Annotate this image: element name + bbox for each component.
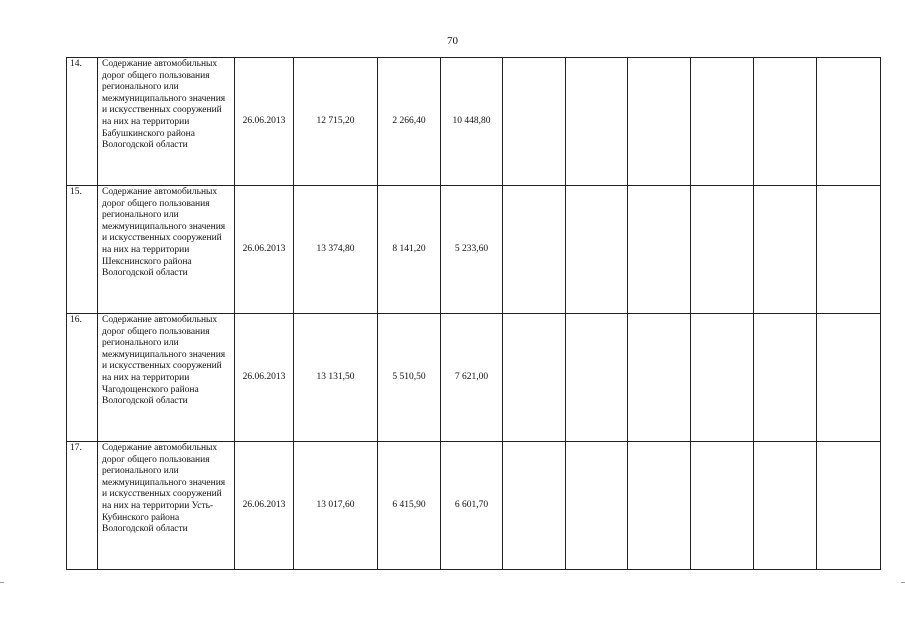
- total-amount-cell: 13 017,60: [294, 442, 378, 570]
- row-number-cell: 14.: [67, 58, 98, 186]
- empty-cell: [503, 442, 566, 570]
- row-number-cell: 15.: [67, 186, 98, 314]
- scan-edge-mark: [0, 582, 4, 583]
- amount-part2-cell: 7 621,00: [441, 314, 503, 442]
- empty-cell: [754, 186, 817, 314]
- empty-cell: [566, 186, 628, 314]
- empty-cell: [628, 314, 691, 442]
- empty-cell: [691, 58, 754, 186]
- empty-cell: [503, 186, 566, 314]
- amount-part1-cell: 2 266,40: [378, 58, 441, 186]
- table-row: [67, 58, 881, 186]
- contracts-table: [66, 57, 881, 570]
- empty-cell: [691, 314, 754, 442]
- amount-part2-cell: 10 448,80: [441, 58, 503, 186]
- description-cell: Содержание автомобильных дорог общего пользования регионального или межмуниципального значения и искусственных сооружений на них на территории Шекснинского района Вологодской области: [98, 186, 235, 314]
- empty-cell: [628, 186, 691, 314]
- amount-part1-cell: 5 510,50: [378, 314, 441, 442]
- empty-cell: [566, 58, 628, 186]
- description-cell: Содержание автомобильных дорог общего пользования регионального или межмуниципального значения и искусственных сооружений на них на территории Усть-Кубинского района Вологодской области: [98, 442, 235, 570]
- empty-cell: [503, 314, 566, 442]
- total-amount-cell: 12 715,20: [294, 58, 378, 186]
- description-cell: Содержание автомобильных дорог общего пользования регионального или межмуниципального значения и искусственных сооружений на них на территории Чагодощенского района Вологодской области: [98, 314, 235, 442]
- empty-cell: [628, 442, 691, 570]
- table-row: [67, 314, 881, 442]
- total-amount-cell: 13 131,50: [294, 314, 378, 442]
- empty-cell: [691, 186, 754, 314]
- table-row: [67, 186, 881, 314]
- amount-part2-cell: 5 233,60: [441, 186, 503, 314]
- empty-cell: [628, 58, 691, 186]
- row-number-cell: 17.: [67, 442, 98, 570]
- table-row: [67, 442, 881, 570]
- page-number: 70: [447, 35, 458, 47]
- empty-cell: [754, 58, 817, 186]
- empty-cell: [566, 442, 628, 570]
- description-cell: Содержание автомобильных дорог общего пользования регионального или межмуниципального значения и искусственных сооружений на них на территории Бабушкинского района Вологодской области: [98, 58, 235, 186]
- empty-cell: [691, 442, 754, 570]
- empty-cell: [817, 314, 881, 442]
- amount-part1-cell: 6 415,90: [378, 442, 441, 570]
- empty-cell: [817, 58, 881, 186]
- empty-cell: [503, 58, 566, 186]
- scan-edge-mark: [901, 582, 905, 583]
- amount-part1-cell: 8 141,20: [378, 186, 441, 314]
- row-number-cell: 16.: [67, 314, 98, 442]
- date-cell: 26.06.2013: [235, 442, 294, 570]
- date-cell: 26.06.2013: [235, 58, 294, 186]
- date-cell: 26.06.2013: [235, 186, 294, 314]
- empty-cell: [817, 442, 881, 570]
- empty-cell: [817, 186, 881, 314]
- empty-cell: [754, 442, 817, 570]
- empty-cell: [566, 314, 628, 442]
- empty-cell: [754, 314, 817, 442]
- date-cell: 26.06.2013: [235, 314, 294, 442]
- amount-part2-cell: 6 601,70: [441, 442, 503, 570]
- total-amount-cell: 13 374,80: [294, 186, 378, 314]
